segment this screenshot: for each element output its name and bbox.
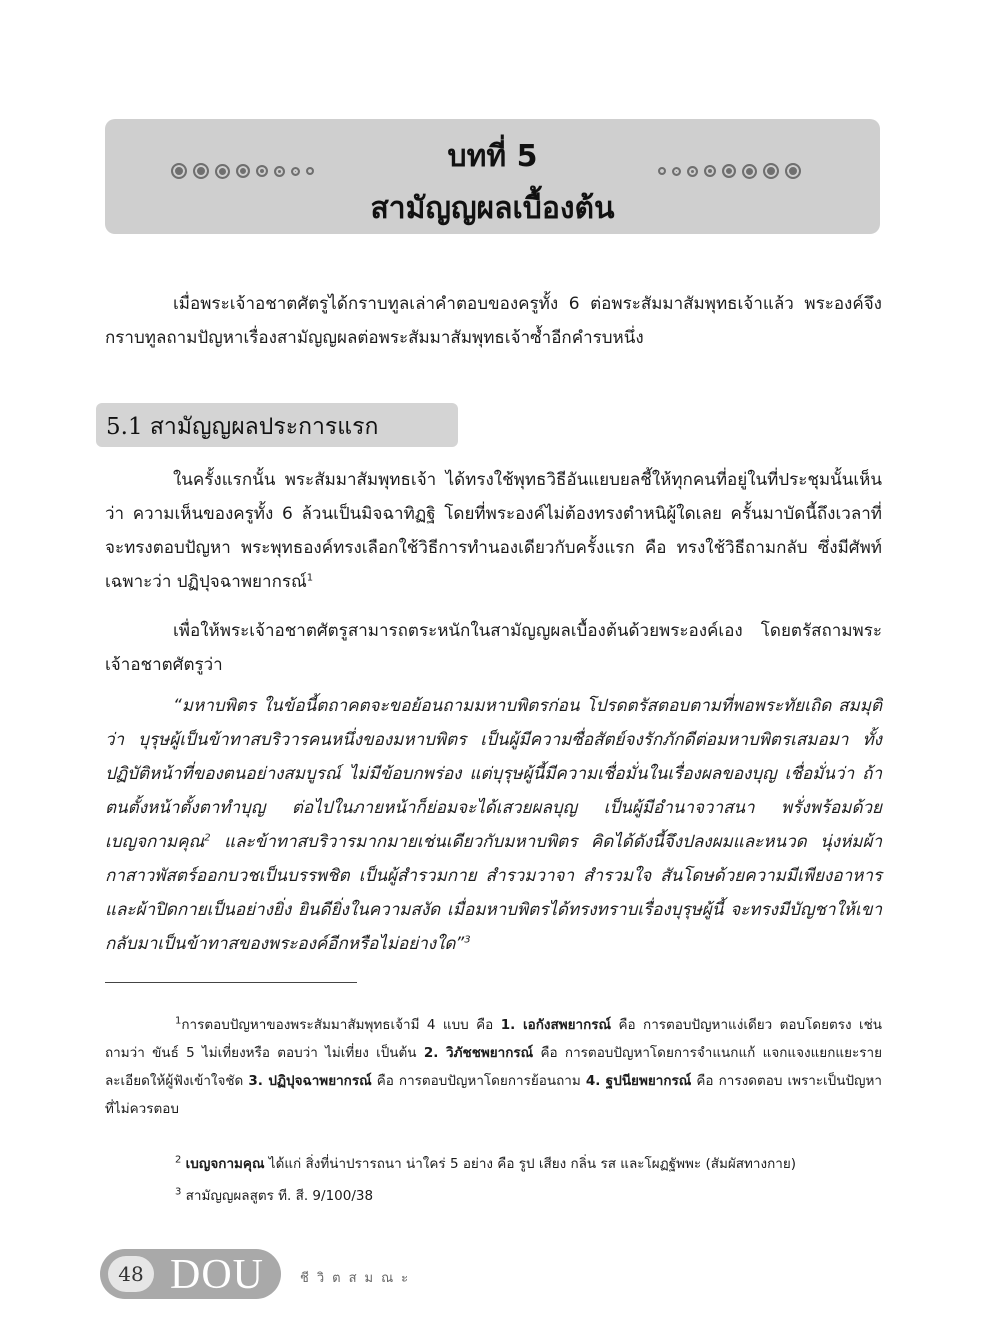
dot-icon [672, 167, 681, 176]
footnote-ref: 3 [464, 934, 471, 946]
body-paragraph-1 [105, 463, 882, 599]
footer-badge [100, 1249, 281, 1299]
footnote-3 [105, 1182, 882, 1210]
footnote-term: 3. ปฏิปุจฉาพยากรณ์ [248, 1073, 372, 1089]
footnote-term: 1. เอกังสพยากรณ์ [500, 1017, 612, 1033]
decorative-dots-right [658, 161, 801, 181]
book-title: ชีวิตสมณะ [300, 1271, 417, 1286]
quote-text-a: “มหาบพิตร ในข้อนี้ตถาคตจะขอย้อนถามมหาบพิตรก่อน โปรดตรัสตอบตามที่พอพระทัยเถิด สมมุติว่า บุรุษผู้เป็นข้าทาสบริวารคนหนึ่งของมหาบพิตร เป็นผู้มีความซื่อสัตย์จงรักภักดีต่อมหาบพิตรเสมอมา ทั้งปฏิบัติหน้าที่ของตนอย่างสมบูรณ์ ไม่มีข้อบกพร่อง แต่บุรุษผู้นี้มีความเชื่อมั่นในเรื่องผลของบุญ เชื่อมั่นว่า ถ้าตนตั้งหน้าตั้งตาทำบุญ ต่อไปในภายหน้าก็ย่อมจะได้เสวยผลบุญ เป็นผู้มีอำนาจวาสนา พรั่งพร้อมด้วยเบญจกามคุณ [105, 696, 882, 852]
intro-paragraph: เมื่อพระเจ้าอชาตศัตรูได้กราบทูลเล่าคำตอบของครูทั้ง 6 ต่อพระสัมมาสัมพุทธเจ้าแล้ว พระองค์จึงกราบทูลถามปัญหาเรื่องสามัญญผลต่อพระสัมมาสัมพุทธเจ้าซ้ำอีกคำรบหนึ่ง [105, 294, 882, 348]
footnote-text: คือ การตอบปัญหาโดยการย้อนถาม [371, 1073, 586, 1089]
dot-icon [785, 163, 801, 179]
footnote-text: คือ การตอบปัญหาโดยการจำแนกแก้ แจกแจงแยกแยะรายละเอียดให้ผู้ฟังเข้าใจชัด [105, 1045, 882, 1089]
chapter-number: บทที่ 5 [447, 139, 538, 174]
dot-icon [742, 164, 757, 179]
chapter-header [105, 119, 880, 234]
quote-text-b: และข้าทาสบริวารมากมายเช่นเดียวกับมหาบพิตร คิดได้ดังนี้จึงปลงผมและหนวด นุ่งห่มผ้ากาสาวพัสตร์ออกบวชเป็นบรรพชิต เป็นผู้สำรวมกาย สำรวมวาจา สำรวมใจ สันโดษด้วยความมีเพียงอาหารและผ้าปิดกายเป็นอย่างยิ่ง ยินดียิ่งในความสงัด เมื่อมหาบพิตรได้ทรงทราบเรื่องบุรุษผู้นี้ จะทรงมีบัญชาให้เขากลับมาเป็นข้าทาสของพระองค์อีกหรือไม่อย่างใด” [105, 832, 882, 954]
chapter-title: สามัญญผลเบื้องต้น [370, 191, 615, 226]
footnote-2 [105, 1150, 882, 1178]
dot-icon [763, 163, 779, 179]
footnote-text: คือ การตอบปัญหาแง่เดียว ตอบโดยตรง เช่น ถามว่า ขันธ์ 5 ไม่เที่ยงหรือ ตอบว่า ไม่เที่ยง เป็นต้น [105, 1017, 882, 1061]
dot-icon [658, 167, 666, 175]
footnote-text: คือ การงดตอบ เพราะเป็นปัญหาที่ไม่ควรตอบ [105, 1073, 883, 1117]
footnote-number: 3 [175, 1186, 182, 1198]
section-title: 5.1 สามัญญผลประการแรก [106, 414, 379, 440]
footnote-ref: 1 [306, 572, 314, 584]
footnote-term: 4. ฐปนียพยากรณ์ [585, 1073, 692, 1089]
footnote-term: เบญจกามคุณ [185, 1156, 265, 1172]
dot-icon [687, 166, 698, 177]
footnote-term: 2. วิภัชชพยากรณ์ [423, 1045, 534, 1061]
dot-icon [704, 165, 716, 177]
footnote-text: สามัญญผลสูตร ที. สี. 9/100/38 [185, 1188, 374, 1204]
footnote-text: ได้แก่ สิ่งที่น่าปรารถนา น่าใคร่ 5 อย่าง คือ รูป เสียง กลิ่น รส และโผฏฐัพพะ (สัมผัสทางกาย) [264, 1156, 797, 1172]
dot-icon [722, 164, 736, 178]
page-number: 48 [108, 1256, 154, 1292]
footnote-divider [105, 982, 357, 983]
quote-paragraph [105, 689, 882, 961]
paragraph-text: ในครั้งแรกนั้น พระสัมมาสัมพุทธเจ้า ได้ทรงใช้พุทธวิธีอันแยบยลชี้ให้ทุกคนที่อยู่ในที่ประชุมนั้นเห็นว่า ความเห็นของครูทั้ง 6 ล้วนเป็นมิจฉาทิฏฐิ โดยที่พระองค์ไม่ต้องทรงตำหนิผู้ใดเลย ครั้นมาบัดนี้ถึงเวลาที่จะทรงตอบปัญหา พระพุทธองค์ทรงเลือกใช้วิธีการทำนองเดียวกับครั้งแรก คือ ทรงใช้วิธีถามกลับ ซึ่งมีศัพท์เฉพาะว่า ปฏิปุจฉาพยากรณ์ [105, 470, 882, 592]
brand-logo: DOU [170, 1252, 264, 1298]
body-paragraph-2: เพื่อให้พระเจ้าอชาตศัตรูสามารถตระหนักในสามัญญผลเบื้องต้นด้วยพระองค์เอง โดยตรัสถามพระเจ้าอชาตศัตรูว่า [105, 621, 882, 675]
section-heading [96, 403, 458, 447]
footnote-ref: 2 [204, 832, 211, 844]
footnote-text: การตอบปัญหาของพระสัมมาสัมพุทธเจ้ามี 4 แบบ คือ [181, 1017, 501, 1033]
footnote-number: 1 [175, 1015, 182, 1027]
footnote-1 [105, 1011, 882, 1123]
footnote-number: 2 [175, 1154, 182, 1166]
